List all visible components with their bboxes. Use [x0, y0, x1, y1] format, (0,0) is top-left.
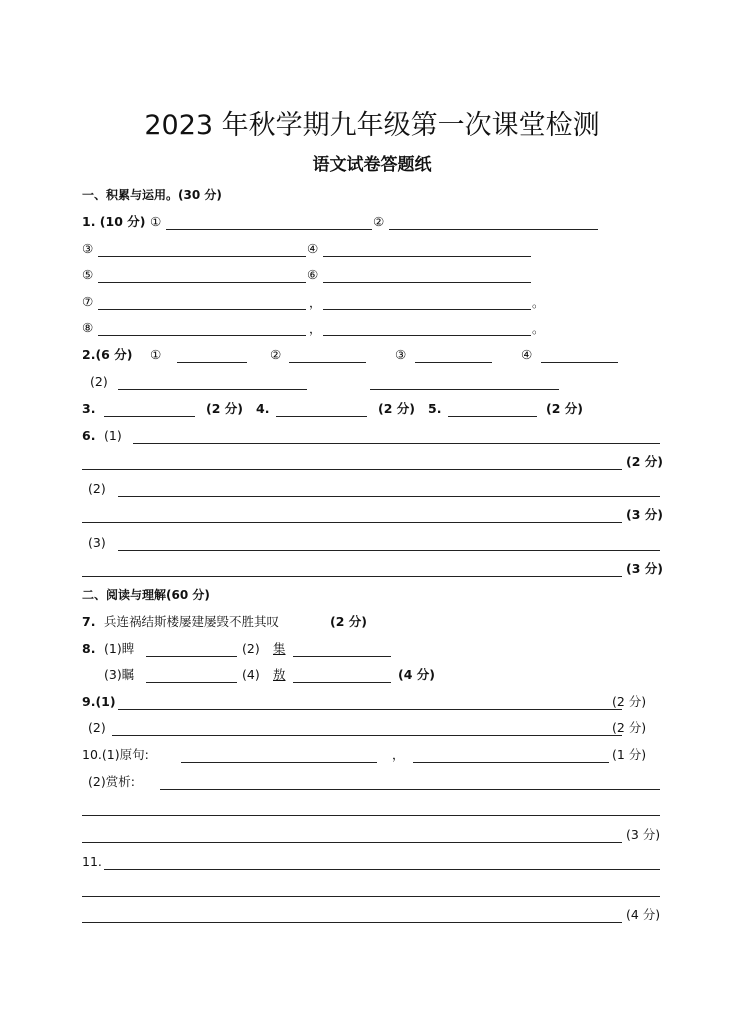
circle-3: ③ — [82, 241, 94, 256]
q6-sub1-points: (2 分) — [626, 454, 663, 469]
answer-line-q5[interactable] — [448, 416, 537, 417]
answer-line-q6-3b[interactable] — [82, 576, 622, 577]
period-8: 。 — [532, 321, 545, 336]
q10-1-points: (1 分) — [612, 747, 647, 762]
q11-points: (4 分) — [626, 907, 661, 922]
answer-line-q1-2[interactable] — [389, 229, 598, 230]
answer-line-q8-2[interactable] — [293, 656, 391, 657]
circle-8: ⑧ — [82, 320, 94, 335]
q11-label: 11. — [82, 854, 102, 869]
q8-points: (4 分) — [398, 667, 435, 682]
q8-1-label: (1)睥 — [104, 641, 135, 656]
answer-line-q1-3[interactable] — [98, 256, 306, 257]
section-heading-1: 一、积累与运用。(30 分) — [82, 188, 222, 202]
answer-line-q6-3a[interactable] — [118, 550, 660, 551]
answer-line-q10-2c[interactable] — [82, 842, 622, 843]
answer-line-q1-1[interactable] — [166, 229, 372, 230]
q6-sub2-label: (2) — [88, 481, 106, 496]
answer-line-q1-7b[interactable] — [323, 309, 531, 310]
circle-7: ⑦ — [82, 294, 94, 309]
q3-label: 3. — [82, 401, 96, 416]
q6-sub3-label: (3) — [88, 535, 106, 550]
circle-4: ④ — [307, 241, 319, 256]
answer-line-q2-1[interactable] — [177, 362, 247, 363]
answer-line-q9-1[interactable] — [118, 709, 622, 710]
answer-line-q10-1b[interactable] — [413, 762, 609, 763]
answer-line-q10-1a[interactable] — [181, 762, 377, 763]
q9-2-points: (2 分) — [612, 720, 647, 735]
page-subtitle: 语文试卷答题纸 — [312, 155, 432, 175]
answer-line-q1-8a[interactable] — [98, 335, 306, 336]
q6-sub2-points: (3 分) — [626, 507, 663, 522]
circle-2: ② — [373, 214, 385, 229]
q2-circle-3: ③ — [395, 347, 407, 362]
answer-line-q6-2a[interactable] — [118, 496, 660, 497]
q9-1-points: (2 分) — [612, 694, 647, 709]
q8-3-label: (3)瞩 — [104, 667, 135, 682]
circle-5: ⑤ — [82, 267, 94, 282]
q5-label: 5. — [428, 401, 442, 416]
q6-sub1-label: (1) — [104, 428, 122, 443]
answer-line-q11-b[interactable] — [82, 896, 660, 897]
q3-points: (2 分) — [206, 401, 243, 416]
period-7: 。 — [532, 295, 545, 310]
comma-7: ， — [309, 295, 322, 310]
q8-2-char: 集 — [273, 641, 286, 656]
answer-line-q1-8b[interactable] — [323, 335, 531, 336]
answer-line-q2-3[interactable] — [415, 362, 492, 363]
q1-label: 1. (10 分) — [82, 214, 146, 229]
q7-text: 兵连祸结斯楼屡建屡毁不胜其叹 — [104, 614, 280, 629]
answer-line-q1-6[interactable] — [323, 282, 531, 283]
page-title: 2023 年秋学期九年级第一次课堂检测 — [144, 110, 600, 141]
q10-label: 10.(1)原句: — [82, 747, 149, 762]
q10-2-points: (3 分) — [626, 827, 661, 842]
answer-line-q1-7a[interactable] — [98, 309, 306, 310]
answer-line-q4[interactable] — [276, 416, 367, 417]
q8-2-prefix: (2) — [242, 641, 260, 656]
answer-line-q1-4[interactable] — [323, 256, 531, 257]
q2-sub2-label: (2) — [90, 374, 108, 389]
answer-line-q2-5b[interactable] — [370, 389, 559, 390]
answer-line-q11-a[interactable] — [104, 869, 660, 870]
answer-line-q2-4[interactable] — [541, 362, 618, 363]
q7-label: 7. — [82, 614, 96, 629]
circle-6: ⑥ — [307, 267, 319, 282]
q9-label: 9.(1) — [82, 694, 116, 709]
answer-line-q6-1a[interactable] — [133, 443, 660, 444]
q4-points: (2 分) — [378, 401, 415, 416]
q8-4-char: 敖 — [273, 667, 286, 682]
answer-line-q1-5[interactable] — [98, 282, 306, 283]
q7-points: (2 分) — [330, 614, 367, 629]
q6-label: 6. — [82, 428, 96, 443]
answer-line-q8-4[interactable] — [293, 682, 391, 683]
comma-8: ， — [309, 321, 322, 336]
q2-circle-2: ② — [270, 347, 282, 362]
answer-line-q9-2[interactable] — [112, 735, 622, 736]
circle-1: ① — [150, 214, 162, 229]
answer-line-q2-2[interactable] — [289, 362, 366, 363]
answer-line-q3[interactable] — [104, 416, 195, 417]
answer-line-q8-1[interactable] — [146, 656, 237, 657]
q2-circle-1: ① — [150, 347, 162, 362]
q4-label: 4. — [256, 401, 270, 416]
answer-line-q10-2b[interactable] — [82, 815, 660, 816]
answer-line-q6-2b[interactable] — [82, 522, 622, 523]
answer-line-q11-c[interactable] — [82, 922, 622, 923]
section-heading-2: 二、阅读与理解(60 分) — [82, 588, 210, 602]
q6-sub3-points: (3 分) — [626, 561, 663, 576]
q2-circle-4: ④ — [521, 347, 533, 362]
answer-line-q10-2a[interactable] — [160, 789, 660, 790]
q5-points: (2 分) — [546, 401, 583, 416]
q8-label: 8. — [82, 641, 96, 656]
answer-line-q2-5a[interactable] — [118, 389, 307, 390]
q10-comma: ， — [392, 747, 405, 762]
answer-line-q6-1b[interactable] — [82, 469, 622, 470]
q10-2-label: (2)赏析: — [88, 774, 135, 789]
q2-label: 2.(6 分) — [82, 347, 133, 362]
answer-line-q8-3[interactable] — [146, 682, 237, 683]
q9-2-label: (2) — [88, 720, 106, 735]
q8-4-prefix: (4) — [242, 667, 260, 682]
